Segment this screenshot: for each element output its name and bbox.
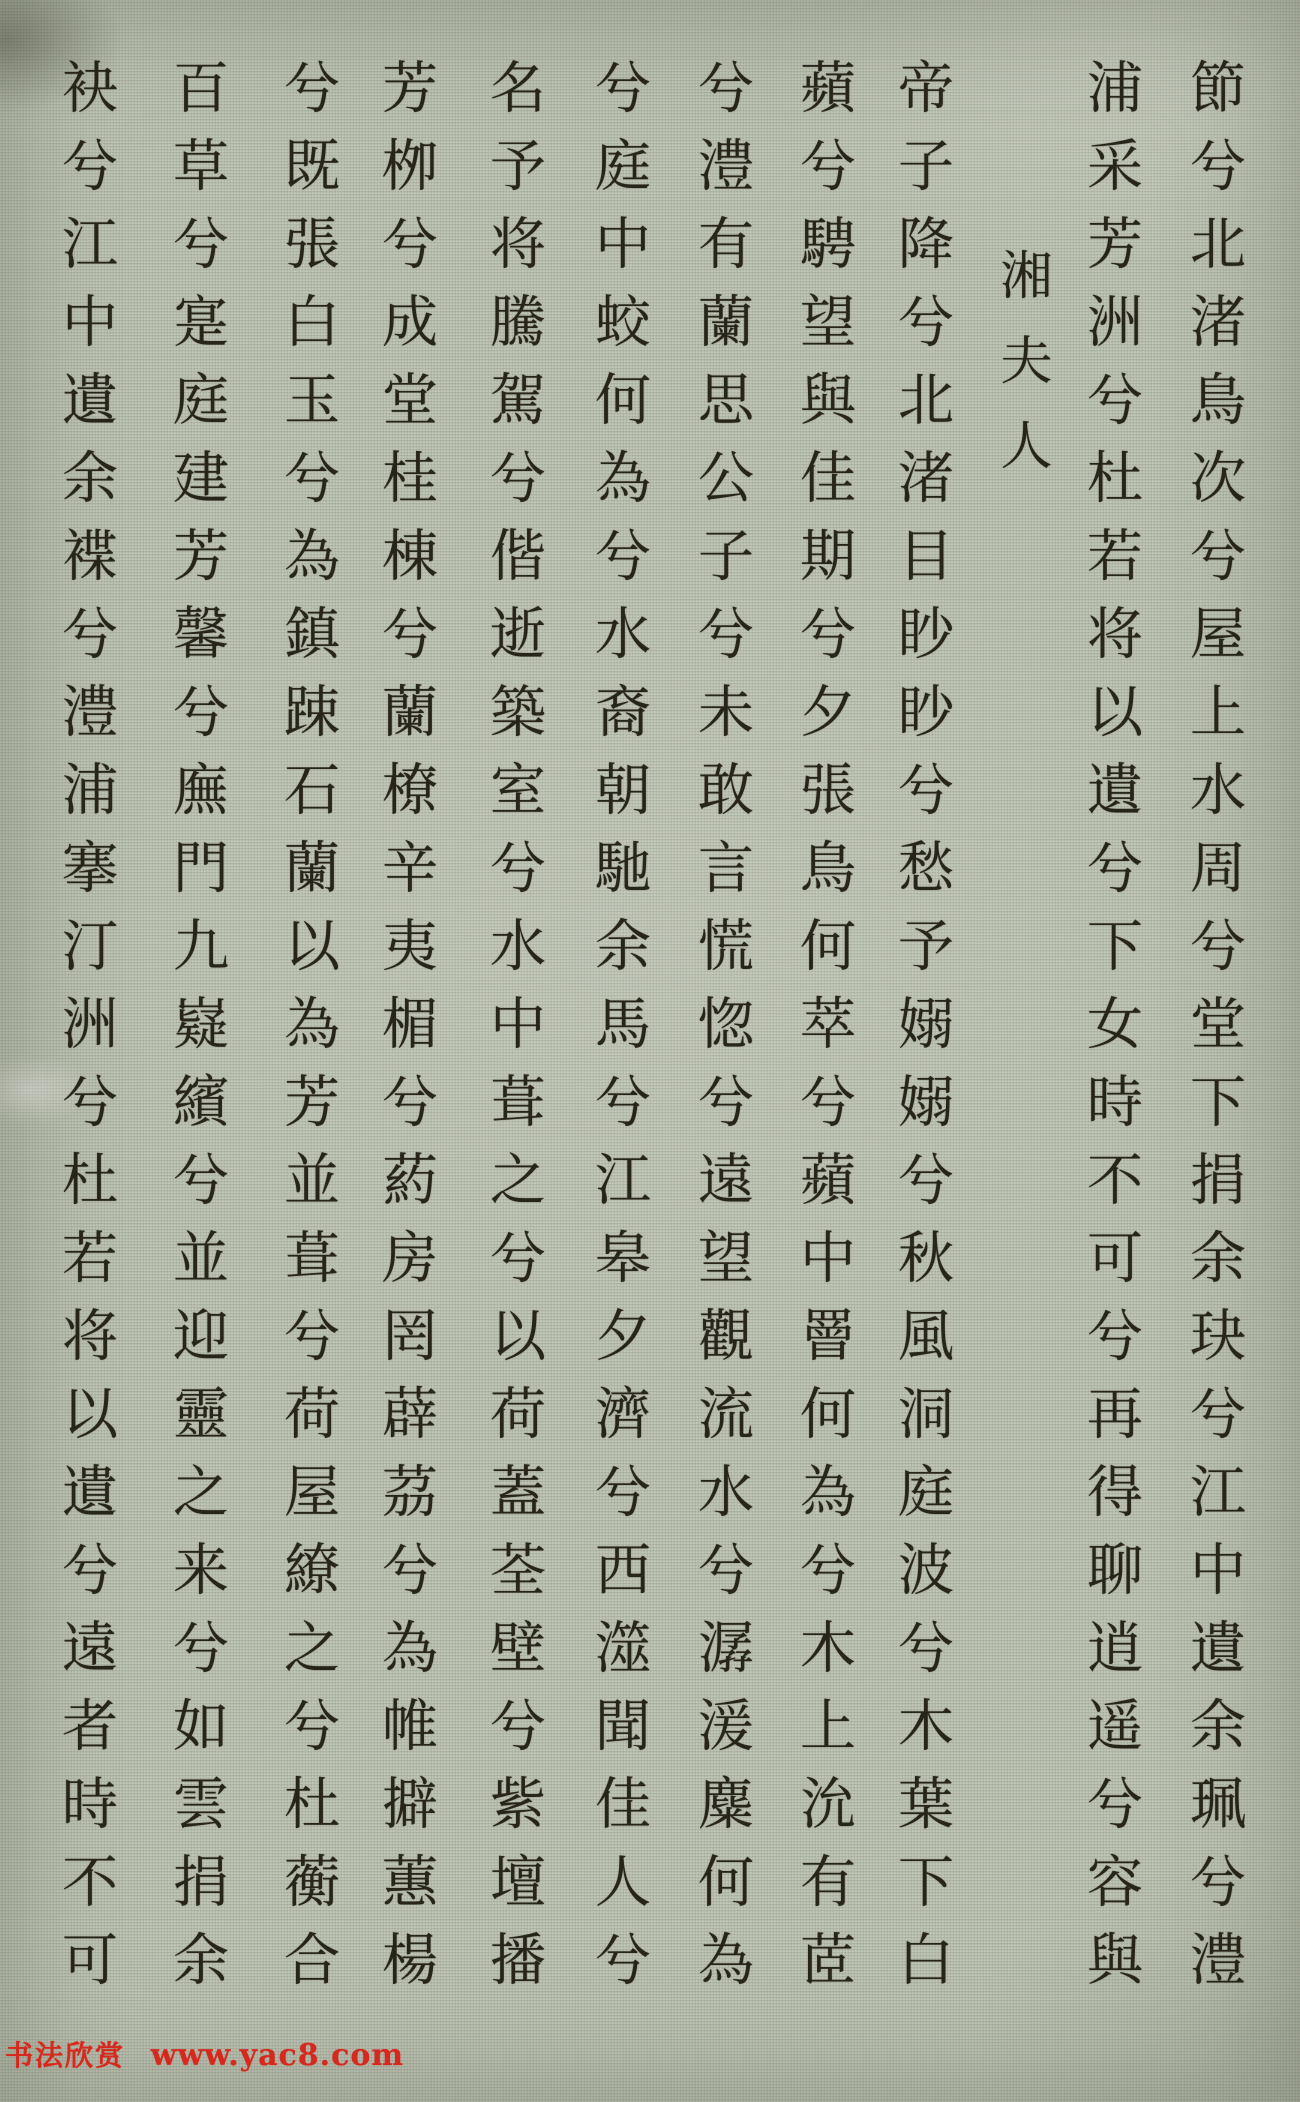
watermark-site-name: 书法欣赏 — [5, 2039, 126, 2072]
poem-column-6: 兮澧有蘭思公子兮未敢言慌惚兮遠望觀流水兮潺湲麋何為 — [689, 58, 754, 2008]
poem-column-5: 蘋兮騁望與佳期兮夕張鳥何萃兮蘋中罾何為兮木上沇有茝 — [791, 58, 856, 2008]
poem-column-2: 浦采芳洲兮杜若将以遺兮下女時不可兮再得聊逍遥兮容與 — [1078, 58, 1143, 2008]
poem-column-1: 節兮北渚鳥次兮屋上水周兮堂下捐余玦兮江中遺余珮兮澧 — [1181, 58, 1246, 2008]
watermark-url: www.yac8.com — [150, 2038, 405, 2073]
poem-title-column: 湘夫人 — [991, 248, 1051, 503]
poem-column-7: 兮庭中蛟何為兮水裔朝馳余馬兮江皋夕濟兮西澨聞佳人兮 — [586, 58, 651, 2008]
poem-column-12: 袂兮江中遺余褋兮澧浦搴汀洲兮杜若将以遺兮遠者時不可 — [53, 58, 118, 2008]
poem-column-9: 芳栁兮成堂桂棟兮蘭橑辛夷楣兮葯房罔薜茘兮為帷擗蕙楊 — [373, 58, 438, 2008]
poem-column-4: 帝子降兮北渚目眇眇兮愁予嫋嫋兮秋風洞庭波兮木葉下白 — [889, 58, 954, 2008]
poem-column-10: 兮既張白玉兮為鎮踈石蘭以為芳並葺兮荷屋繚之兮杜蘅合 — [275, 58, 340, 2008]
poem-column-11: 百草兮寔庭建芳馨兮廡門九嶷繽兮並迎靈之来兮如雲捐余 — [164, 58, 229, 2008]
watermark — [5, 2034, 405, 2073]
poem-column-8: 名予将騰駕兮偕逝築室兮水中葺之兮以荷蓋荃壁兮紫壇播 — [481, 58, 546, 2008]
